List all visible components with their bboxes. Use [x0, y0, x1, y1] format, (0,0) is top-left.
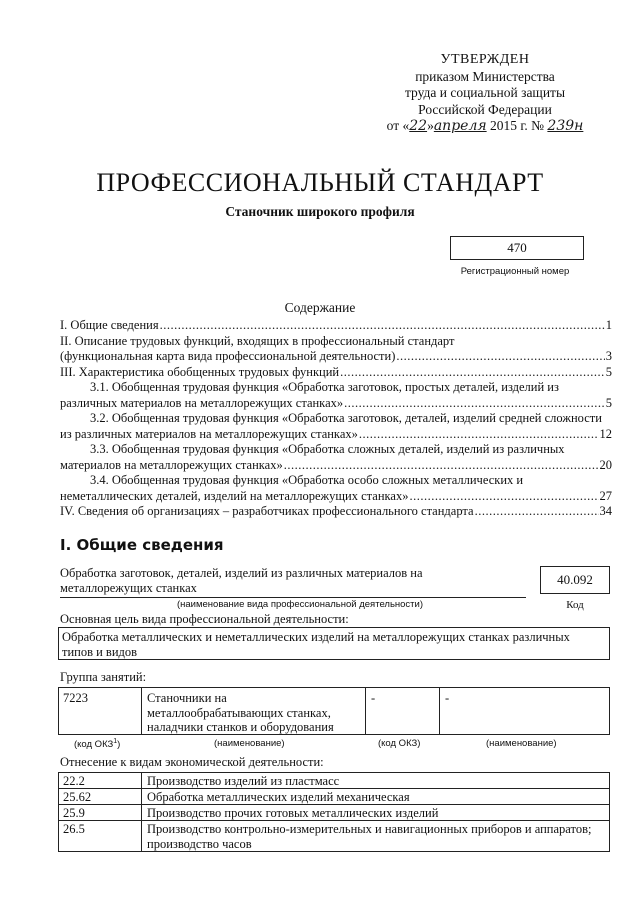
toc-item-3-4[interactable]: неметаллических деталей, изделий на металлорежущих станках» ..... 27 [60, 489, 612, 505]
group-name-1: Станочники на металлообрабатывающих станках, наладчики станков и оборудования [147, 691, 334, 734]
approval-date-line [380, 118, 590, 135]
date-day: 22 [409, 118, 428, 134]
registration-number: 470 [450, 236, 584, 260]
order-number: 239н [547, 118, 584, 134]
toc-item-4[interactable]: IV. Сведения об организациях – разработчиках профессионального стандарта ..... 34 [60, 504, 612, 520]
approval-block [380, 52, 590, 135]
contents-heading: Содержание [284, 300, 356, 315]
group-code-1: 7223 [63, 691, 88, 705]
approval-line-3: Российской Федерации [418, 101, 552, 117]
econ-label: Отнесение к видам экономической деятельности: [60, 755, 324, 769]
date-prefix: от « [386, 118, 410, 133]
toc-item-2-line1[interactable]: II. Описание трудовых функций, входящих в профессиональный стандарт [60, 333, 455, 348]
caption-name-2: (наименование) [486, 738, 557, 749]
toc-item-3-2-line1[interactable]: 3.2. Обобщенная трудовая функция «Обработка заготовок, деталей, изделий средней сложности [90, 411, 602, 425]
toc-item-3[interactable]: III. Характеристика обобщенных трудовых функций ..... 5 [60, 365, 612, 381]
occupation-group-table [58, 687, 610, 735]
goal-box: Обработка металлических и неметаллических изделий на металлорежущих станках различных типов и видов [58, 627, 610, 660]
toc-item-3-3[interactable]: материалов на металлорежущих станках» ..... 20 [60, 458, 612, 474]
registration-label: Регистрационный номер [460, 266, 570, 277]
goal-label: Основная цель вида профессиональной деятельности: [60, 612, 349, 626]
date-suffix: 2015 г. № [490, 118, 545, 133]
group-name-2: - [445, 691, 450, 705]
table-row: Производство изделий из пластмасс [147, 774, 340, 788]
activity-name: Обработка заготовок, деталей, изделий из различных материалов на металлорежущих станках [60, 566, 423, 595]
approval-line-1: приказом Министерства [415, 68, 555, 84]
document-subtitle: Станочник широкого профиля [225, 204, 415, 219]
table-row: 26.5 [63, 822, 85, 836]
toc-item-3-3-line1[interactable]: 3.3. Обобщенная трудовая функция «Обработка сложных деталей, изделий из различных [90, 442, 565, 456]
toc-item-3-2[interactable]: из различных материалов на металлорежущих станках» ..... 12 [60, 427, 612, 443]
table-row: 25.62 [63, 790, 92, 804]
approval-heading: УТВЕРЖДЕН [440, 52, 530, 67]
toc-item-2[interactable]: (функциональная карта вида профессиональной деятельности) ..... 3 [60, 349, 612, 365]
group-label: Группа занятий: [60, 670, 147, 684]
toc-item-3-1-line1[interactable]: 3.1. Обобщенная трудовая функция «Обработка заготовок, простых деталей, изделий из [90, 380, 559, 394]
document-title: ПРОФЕССИОНАЛЬНЫЙ СТАНДАРТ [96, 168, 544, 197]
table-row: Производство контрольно-измерительных и навигационных приборов и аппаратов; производство часов [147, 822, 592, 851]
caption-okz-code-1: (код ОКЗ$^1$) [74, 738, 121, 751]
economic-activity-table [58, 772, 610, 852]
toc-item-3-1[interactable]: различных материалов на металлорежущих станках» ..... 5 [60, 396, 612, 412]
table-row: 22.2 [63, 774, 85, 788]
toc-item-3-4-line1[interactable]: 3.4. Обобщенная трудовая функция «Обработка особо сложных металлических и [90, 473, 524, 487]
approval-line-2: труда и социальной защиты [404, 85, 566, 100]
code-caption: Код [566, 599, 584, 611]
caption-name-1: (наименование) [214, 738, 285, 749]
activity-code: 40.092 [540, 566, 610, 594]
date-mid: » [427, 118, 434, 133]
date-month: апреля [433, 118, 487, 134]
activity-caption: (наименование вида профессиональной деятельности) [176, 599, 424, 610]
table-row: Обработка металлических изделий механическая [147, 790, 410, 804]
table-row: 25.9 [63, 806, 85, 820]
activity-underline [60, 597, 526, 598]
table-row: Производство прочих готовых металлических изделий [147, 806, 439, 820]
group-code-2: - [371, 691, 376, 705]
table-of-contents [60, 318, 612, 520]
toc-item-1[interactable]: I. Общие сведения ..... 1 [60, 318, 612, 334]
section-1-heading: I. Общие сведения [60, 536, 224, 554]
caption-okz-code-2: (код ОКЗ) [378, 738, 421, 749]
